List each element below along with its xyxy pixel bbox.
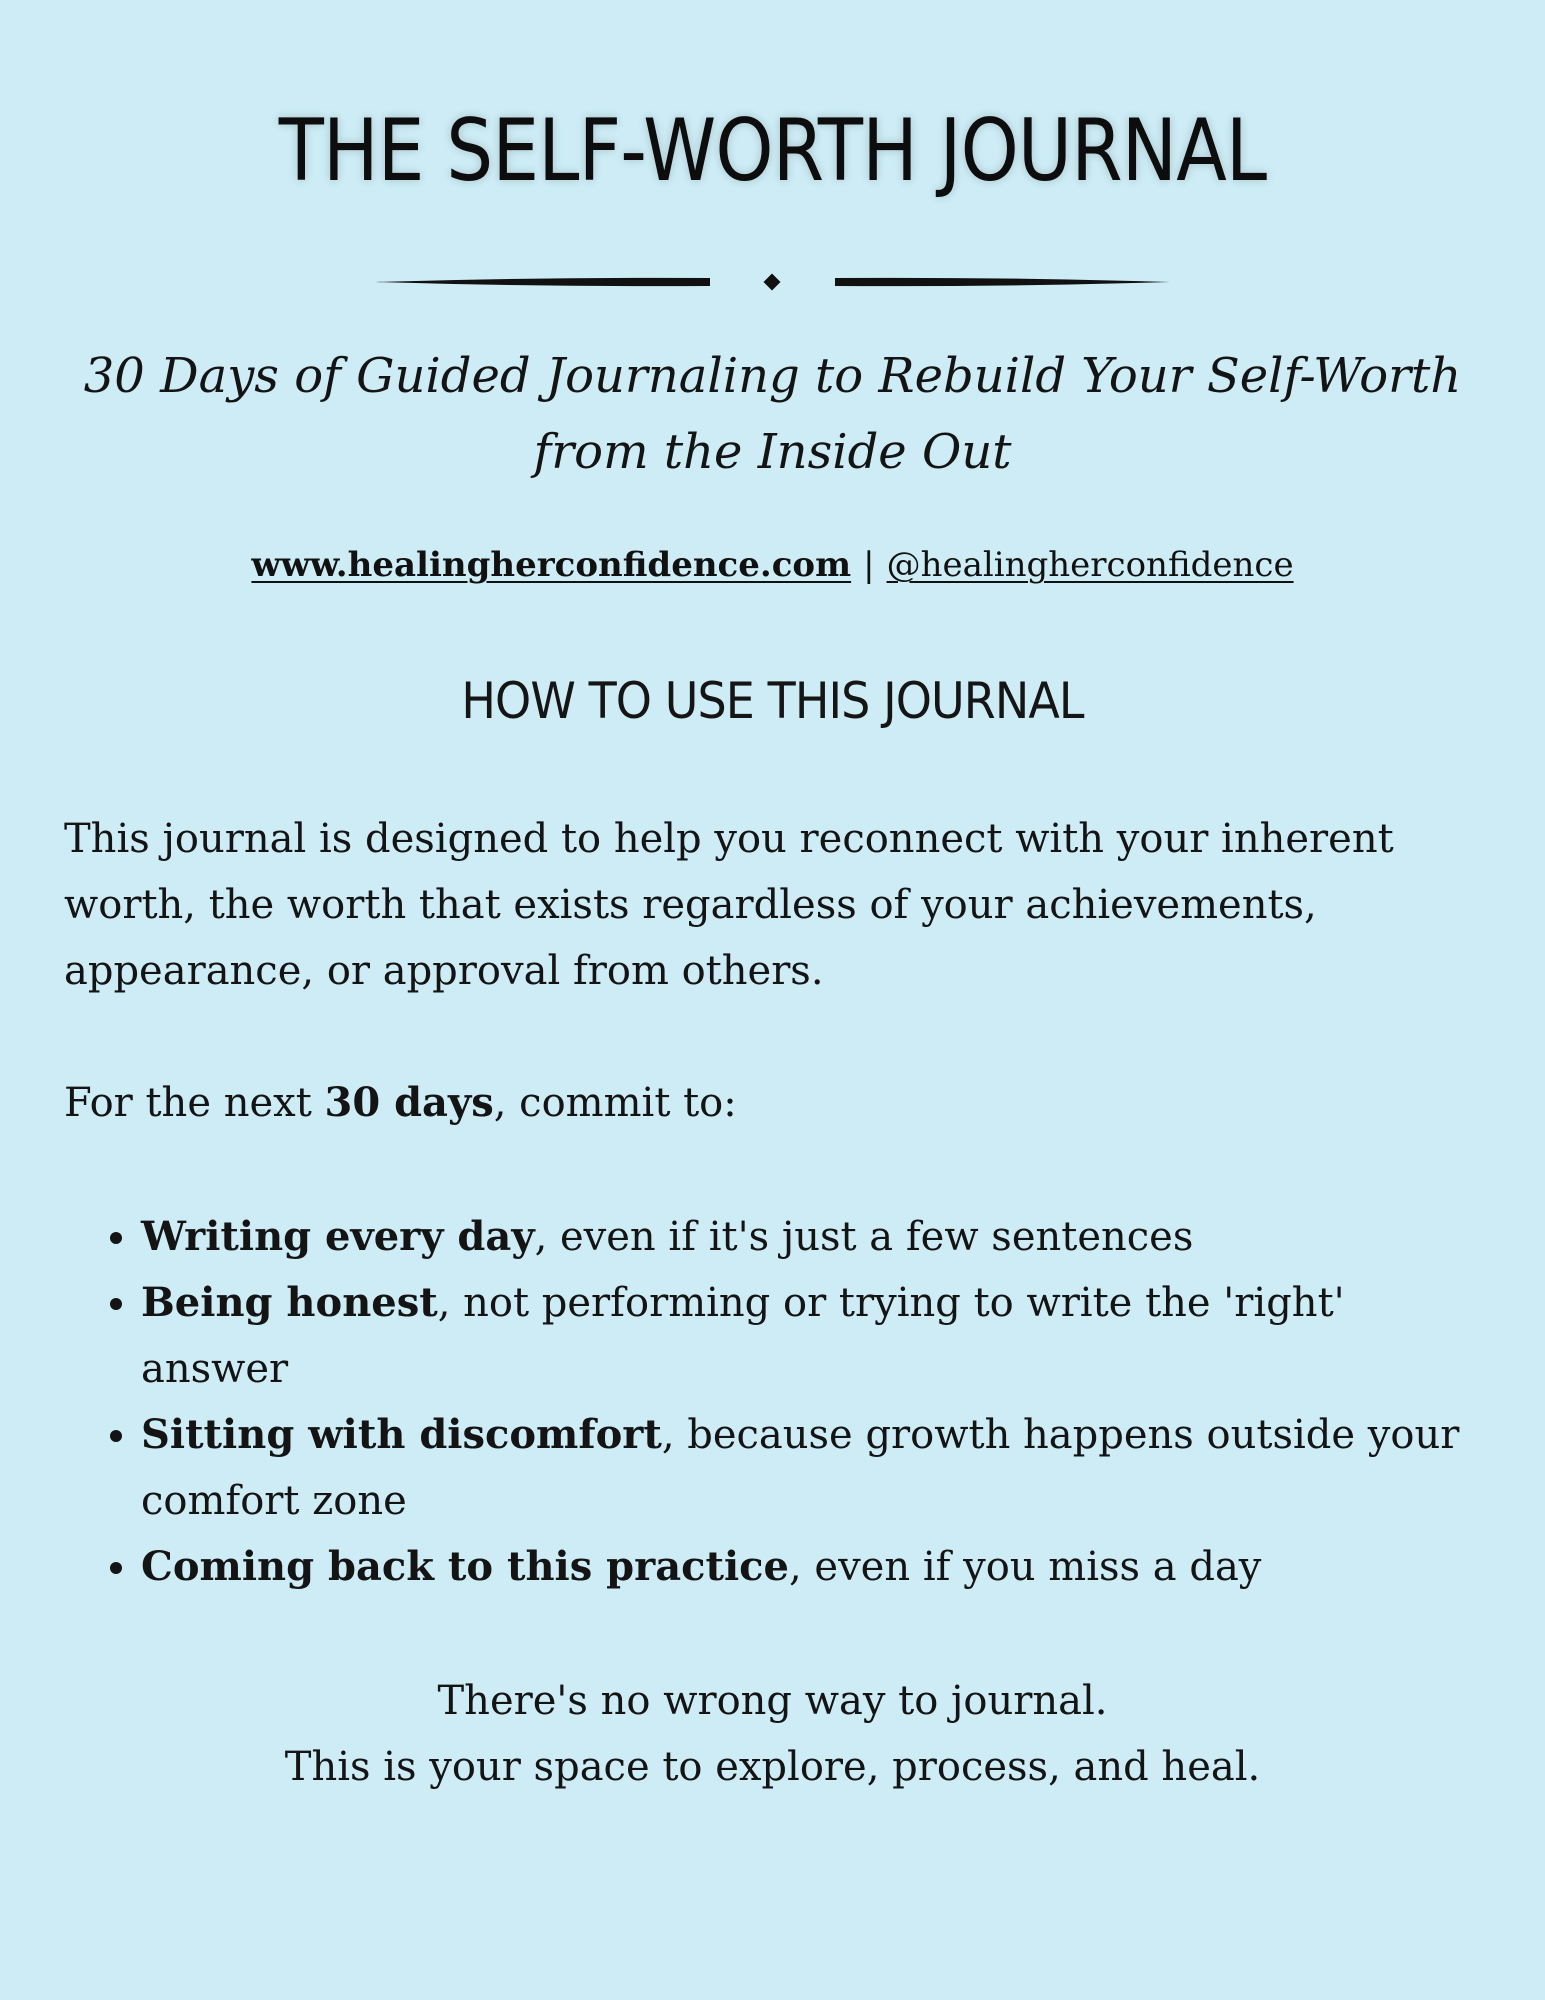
journal-title: THE SELF-WORTH JOURNAL	[278, 101, 1267, 201]
journal-subtitle: 30 Days of Guided Journaling to Rebuild Your Self-Worth from the Inside Out	[83, 348, 1462, 480]
social-handle-link[interactable]: @healingherconfidence	[886, 545, 1294, 585]
intro-paragraph: This journal is designed to help you reconnect with your inherent worth, the worth that exists regardless of your achievements, appearance, or approval from others.	[64, 816, 1394, 994]
list-item	[141, 1204, 1494, 1270]
divider-right-line	[835, 278, 1170, 286]
commitment-list	[64, 1204, 1494, 1600]
list-item-bold: Coming back to this practice	[141, 1543, 789, 1590]
divider-diamond-icon	[764, 274, 781, 291]
commit-line	[64, 1070, 1484, 1136]
divider-left-line	[375, 278, 710, 286]
commit-prefix: For the next	[64, 1080, 325, 1126]
list-item-bold: Sitting with discomfort	[141, 1411, 662, 1458]
list-item	[141, 1270, 1494, 1402]
list-item-text: , even if it's just a few sentences	[534, 1214, 1194, 1260]
commit-suffix: , commit to:	[493, 1080, 737, 1126]
closing-line-2: This is your space to explore, process, and heal.	[284, 1744, 1261, 1790]
commit-bold: 30 days	[324, 1079, 494, 1126]
contact-links	[0, 540, 1545, 590]
list-item-text: , because growth happens outside your comfort zone	[141, 1412, 1460, 1524]
link-separator: |	[863, 545, 875, 585]
list-item-text: , even if you miss a day	[788, 1544, 1262, 1590]
list-item	[141, 1402, 1494, 1534]
decorative-divider	[375, 268, 1170, 296]
closing-line-1: There's no wrong way to journal.	[437, 1678, 1108, 1724]
website-link[interactable]: www.healingherconfidence.com	[251, 545, 852, 585]
list-item-text: , not performing or trying to write the 'right' answer	[141, 1280, 1345, 1392]
list-item-bold: Being honest	[141, 1279, 438, 1326]
section-heading: HOW TO USE THIS JOURNAL	[461, 672, 1084, 730]
closing-message	[0, 1668, 1545, 1800]
list-item	[141, 1534, 1494, 1600]
list-item-bold: Writing every day	[141, 1213, 535, 1260]
